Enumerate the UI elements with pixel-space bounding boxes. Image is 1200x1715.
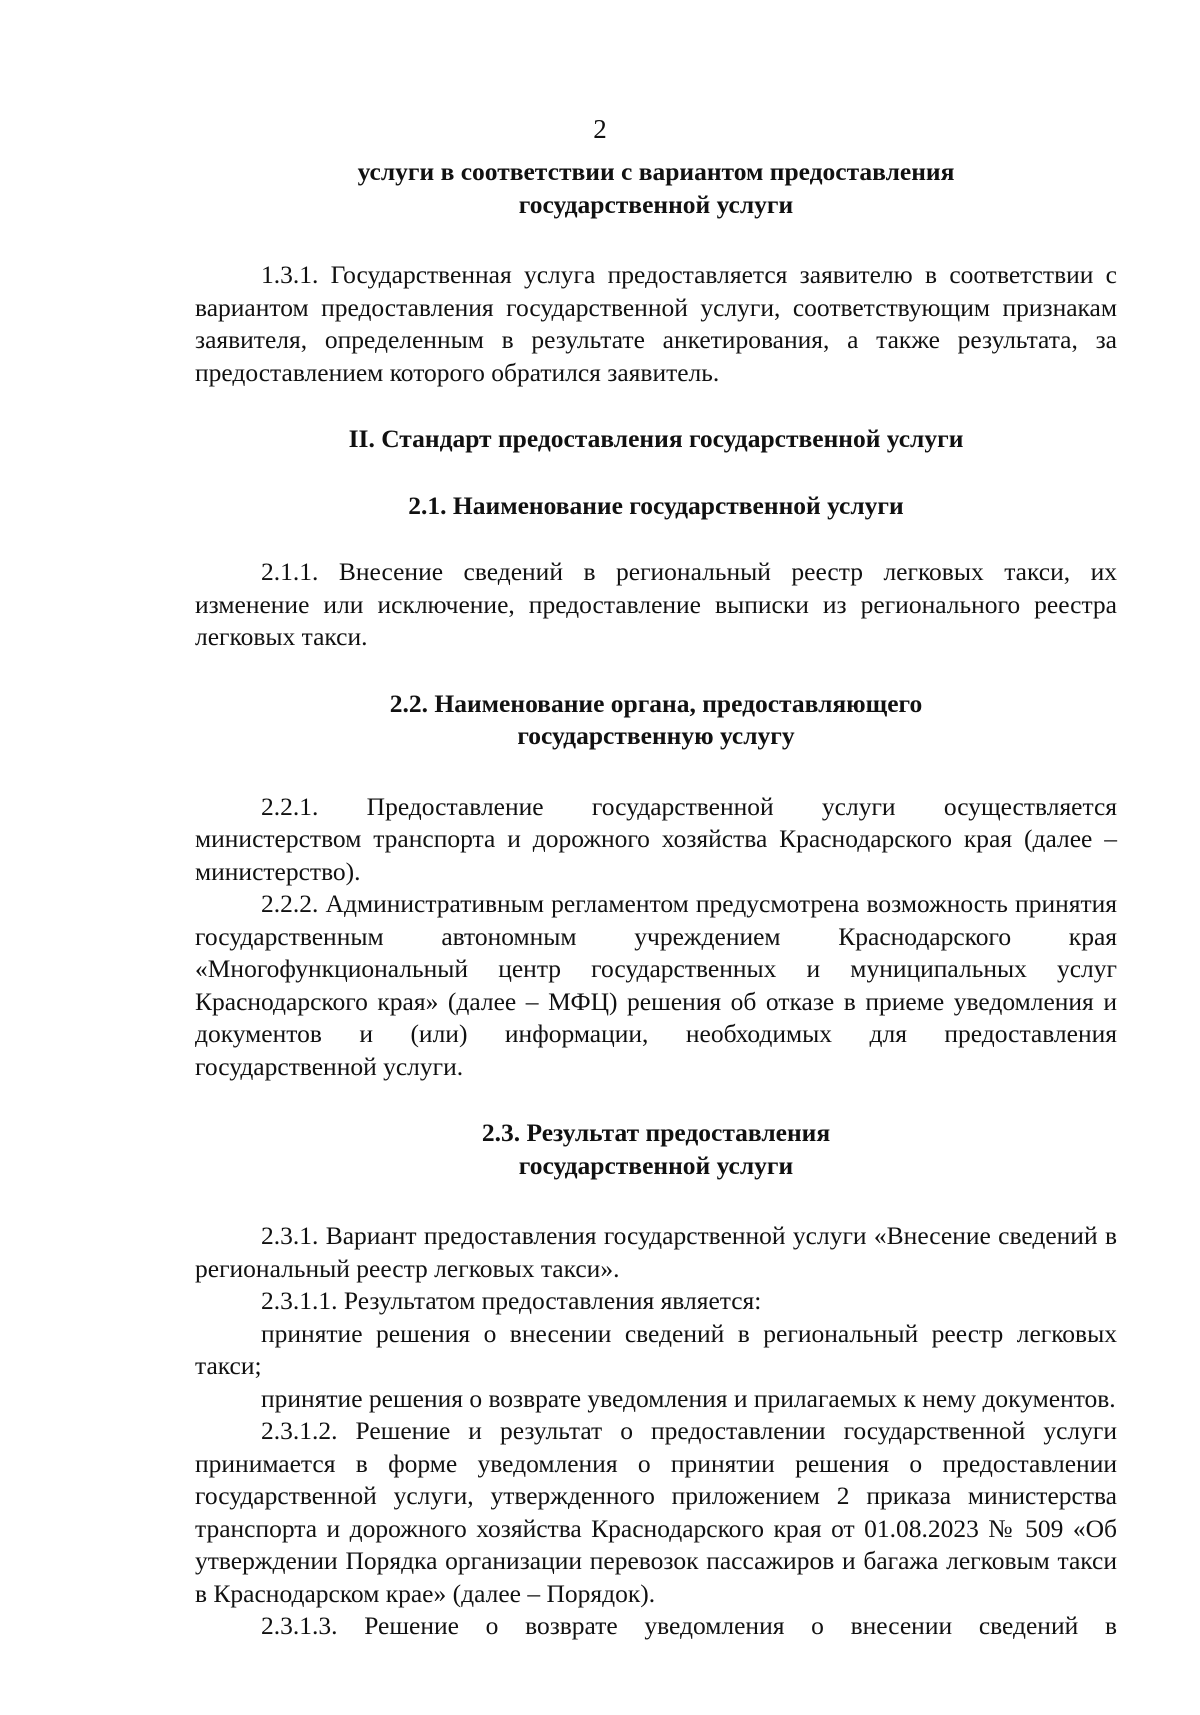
heading-2-2 [195, 688, 1117, 753]
heading-2-1: 2.1. Наименование государственной услуги [408, 490, 904, 520]
paragraph-2-3-1-1: 2.3.1.1. Результатом предоставления является: [261, 1286, 762, 1315]
paragraph-2-3-1: 2.3.1. Вариант предоставления государственной услуги «Внесение сведений в региональный реестр легковых такси». [195, 1221, 1117, 1283]
paragraph-2-1-1: 2.1.1. Внесение сведений в региональный реестр легковых такси, их изменение или исключение, предоставление выписки из регионального реестра легковых такси. [195, 557, 1117, 651]
paragraph-2-2-1: 2.2.1. Предоставление государственной услуги осуществляется министерством транспорта и дорожного хозяйства Краснодарского края (далее – министерство). [195, 791, 1117, 886]
heading-2-2-line2: государственную услугу [517, 721, 795, 750]
paragraph-1-3-1: 1.3.1. Государственная услуга предоставляется заявителю в соответствии с вариантом предоставления государственной услуги, соответствующим признакам заявителя, определенным в результате анкетирования, а также результата, за предоставлением которого обратился заявитель. [195, 260, 1117, 387]
paragraph-2-3-1-2: 2.3.1.2. Решение и результат о предоставлении государственной услуги принимается в форме уведомления о принятии решения о предоставлении государственной услуги, утвержденного приложением 2 приказа министерства транспорта и дорожного хозяйства Краснодарского края от 01.08.2023 № 509 «Об утверждении Порядка организации перевозок пассажиров и багажа легковым такси в Краснодарском крае» (далее – Порядок). [195, 1416, 1117, 1608]
heading-2-3 [195, 1117, 1117, 1182]
heading-2-2-line1: 2.2. Наименование органа, предоставляющего [389, 688, 923, 718]
paragraph-result-item-1: принятие решения о внесении сведений в региональный реестр легковых такси; [195, 1318, 1117, 1380]
section-2-title: II. Стандарт предоставления государственной услуги [348, 424, 964, 453]
continued-heading-line2: государственной услуги [518, 189, 794, 219]
continued-heading [195, 156, 1117, 221]
paragraph-result-item-2: принятие решения о возврате уведомления и прилагаемых к нему документов. [261, 1383, 1116, 1413]
paragraph-2-3-1-3: 2.3.1.3. Решение о возврате уведомления о внесении сведений в [261, 1611, 1117, 1640]
document-body [195, 156, 1117, 1643]
page-number: 2 [593, 114, 607, 144]
continued-heading-line1: услуги в соответствии с вариантом предоставления [357, 157, 955, 186]
paragraph-2-2-2: 2.2.2. Административным регламентом предусмотрена возможность принятия государственным автономным учреждением Краснодарского края «Многофункциональный центр государственных и муниципальных услуг Краснодарского края» (далее – МФЦ) решения об отказе в приеме уведомления и документов и (или) информации, необходимых для предоставления государственной услуги. [195, 889, 1117, 1081]
heading-2-3-line2: государственной услуги [518, 1150, 794, 1180]
heading-2-3-line1: 2.3. Результат предоставления [481, 1118, 831, 1147]
